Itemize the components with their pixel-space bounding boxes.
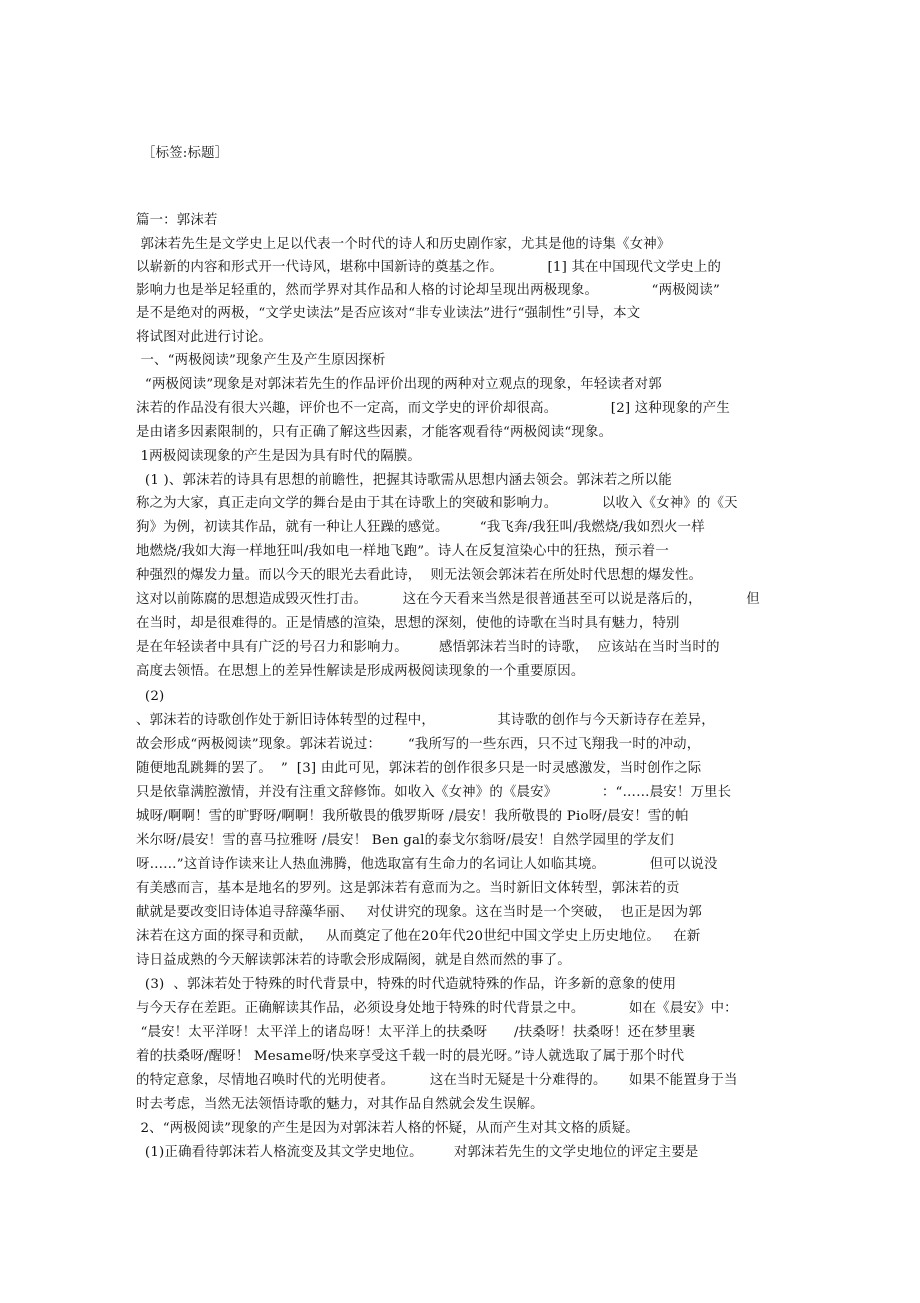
text-line: (1 )、郭沫若的诗具有思想的前瞻性，把握其诗歌需从思想内涵去领会。郭沫若之所以能 xyxy=(136,473,672,488)
text-line: 献就是要改变旧诗体追寻辞藻华丽、 对仗讲究的现象。这在当时是一个突破， 也正是因为郭 xyxy=(136,905,702,920)
tag-label: ［标签:标题］ xyxy=(142,146,229,161)
text-line: 是由诸多因素限制的，只有正确了解这些因素，才能客观看待“两极阅读“现象。 xyxy=(136,425,613,440)
text-line: 是不是绝对的两极，“文学史读法”是否应该对“非专业读法”进行“强制性”引导，本文 xyxy=(136,306,641,321)
text-line: 在当时，却是很难得的。正是情感的渲染，思想的深刻，使他的诗歌在当时具有魅力，特别 xyxy=(136,616,680,631)
text-line: 随便地乱跳舞的罢了。 ” [3] 由此可见，郭沫若的创作很多只是一时灵感激发，当时创作之际 xyxy=(136,761,702,776)
text-line: 有美感而言，基本是地名的罗列。这是郭沫若有意而为之。当时新旧文体转型，郭沫若的贡 xyxy=(136,881,680,896)
text-line: 时去考虑，当然无法领悟诗歌的魅力，对其作品自然就会发生误解。 xyxy=(136,1097,544,1112)
section-heading: 篇一：郭沫若 xyxy=(136,213,218,228)
text-line: 与今天存在差距。正确解读其作品，必须设身处地于特殊的时代背景之中。 如在《晨安》中： xyxy=(136,1001,738,1016)
text-line: 米尔呀/晨安！雪的喜马拉雅呀 /晨安！ Ben gal的泰戈尔翁呀/晨安！自然学园里的学友们 xyxy=(136,833,675,848)
text-line: 地燃烧/我如大海一样地狂叫/我如电一样地飞跑”。诗人在反复渲染心中的狂热，预示着一 xyxy=(136,544,669,559)
text-line: 着的扶桑呀/醒呀！ Mesame呀/快来享受这千载一时的晨光呀。”诗人就选取了属于那个时代 xyxy=(136,1049,685,1064)
text-line: 只是依靠满腔激情，并没有注重文辞修饰。如收入《女神》的《晨安》 ：“……晨安！万里长 xyxy=(136,785,732,800)
text-line: 的特定意象，尽情地召唤时代的光明使者。 这在当时无疑是十分难得的。 如果不能置身于当 xyxy=(136,1073,738,1088)
text-line: “两极阅读”现象是对郭沫若先生的作品评价出现的两种对立观点的现象，年轻读者对郭 xyxy=(136,377,662,392)
text-line: 称之为大家，真正走向文学的舞台是由于其在诗歌上的突破和影响力。 以收入《女神》的《天 xyxy=(136,496,738,511)
text-line: 将试图对此进行讨论。 xyxy=(136,330,272,345)
text-line: (1)正确看待郭沫若人格流变及其文学史地位。 对郭沫若先生的文学史地位的评定主要是 xyxy=(136,1145,699,1160)
text-line: 这对以前陈腐的思想造成毁灭性打击。 这在今天看来当然是很普通甚至可以说是落后的， 但 xyxy=(136,592,760,607)
text-line: 、郭沫若的诗歌创作处于新旧诗体转型的过程中， 其诗歌的创作与今天新诗存在差异， xyxy=(136,713,715,728)
text-line: 以崭新的内容和形式开一代诗风，堪称中国新诗的奠基之作。 [1] 其在中国现代文学史上的 xyxy=(136,260,722,275)
text-line: 是在年轻读者中具有广泛的号召力和影响力。 感悟郭沫若当时的诗歌， 应该站在当时当时的 xyxy=(136,640,720,655)
text-line: “晨安！太平洋呀！太平洋上的诸岛呀！太平洋上的扶桑呀 /扶桑呀！扶桑呀！还在梦里裹 xyxy=(136,1025,696,1040)
text-line: 呀……”这首诗作读来让人热血沸腾，他选取富有生命力的名词让人如临其境。 但可以说没 xyxy=(136,857,718,872)
text-line: 郭沫若先生是文学史上足以代表一个时代的诗人和历史剧作家，尤其是他的诗集《女神》 xyxy=(136,237,671,252)
text-line: 影响力也是举足轻重的，然而学界对其作品和人格的讨论却呈现出两极现象。 “两极阅读” xyxy=(136,283,721,298)
text-line: 故会形成“两极阅读”现象。郭沫若说过： “我所写的一些东西，只不过飞翔我一时的冲动， xyxy=(136,737,701,752)
text-line: 城呀/啊啊！雪的旷野呀/啊啊！我所敬畏的俄罗斯呀 /晨安！我所敬畏的 Pio呀/晨安！雪的帕 xyxy=(136,809,689,824)
subsection-heading: 2、“两极阅读”现象的产生是因为对郭沫若人格的怀疑，从而产生对其文格的质疑。 xyxy=(136,1121,639,1136)
text-line: 沫若在这方面的探寻和贡献， 从而奠定了他在20年代20世纪中国文学史上历史地位。 在新 xyxy=(136,929,701,944)
text-line: 种强烈的爆发力量。而以今天的眼光去看此诗， 则无法领会郭沫若在所处时代思想的爆发性。 xyxy=(136,568,703,583)
text-line: 诗日益成熟的今天解读郭沫若的诗歌会形成隔阂，就是自然而然的事了。 xyxy=(136,953,571,968)
text-line: (3) 、郭沫若处于特殊的时代背景中，特殊的时代造就特殊的作品，许多新的意象的使用 xyxy=(136,977,677,992)
subsection-heading: 1两极阅读现象的产生是因为具有时代的隔膜。 xyxy=(136,449,421,464)
text-line: 沫若的作品没有很大兴趣，评价也不一定高，而文学史的评价却很高。 [2] 这种现象的产生 xyxy=(136,401,730,416)
text-line: (2) xyxy=(136,689,165,704)
text-line: 狗》为例，初读其作品，就有一种让人狂躁的感觉。 “我飞奔/我狂叫/我燃烧/我如烈火一样 xyxy=(136,520,705,535)
text-line: 高度去领悟。在思想上的差异性解读是形成两极阅读现象的一个重要原因。 xyxy=(136,664,585,679)
subsection-heading: 一、“两极阅读”现象产生及产生原因探析 xyxy=(136,353,386,368)
